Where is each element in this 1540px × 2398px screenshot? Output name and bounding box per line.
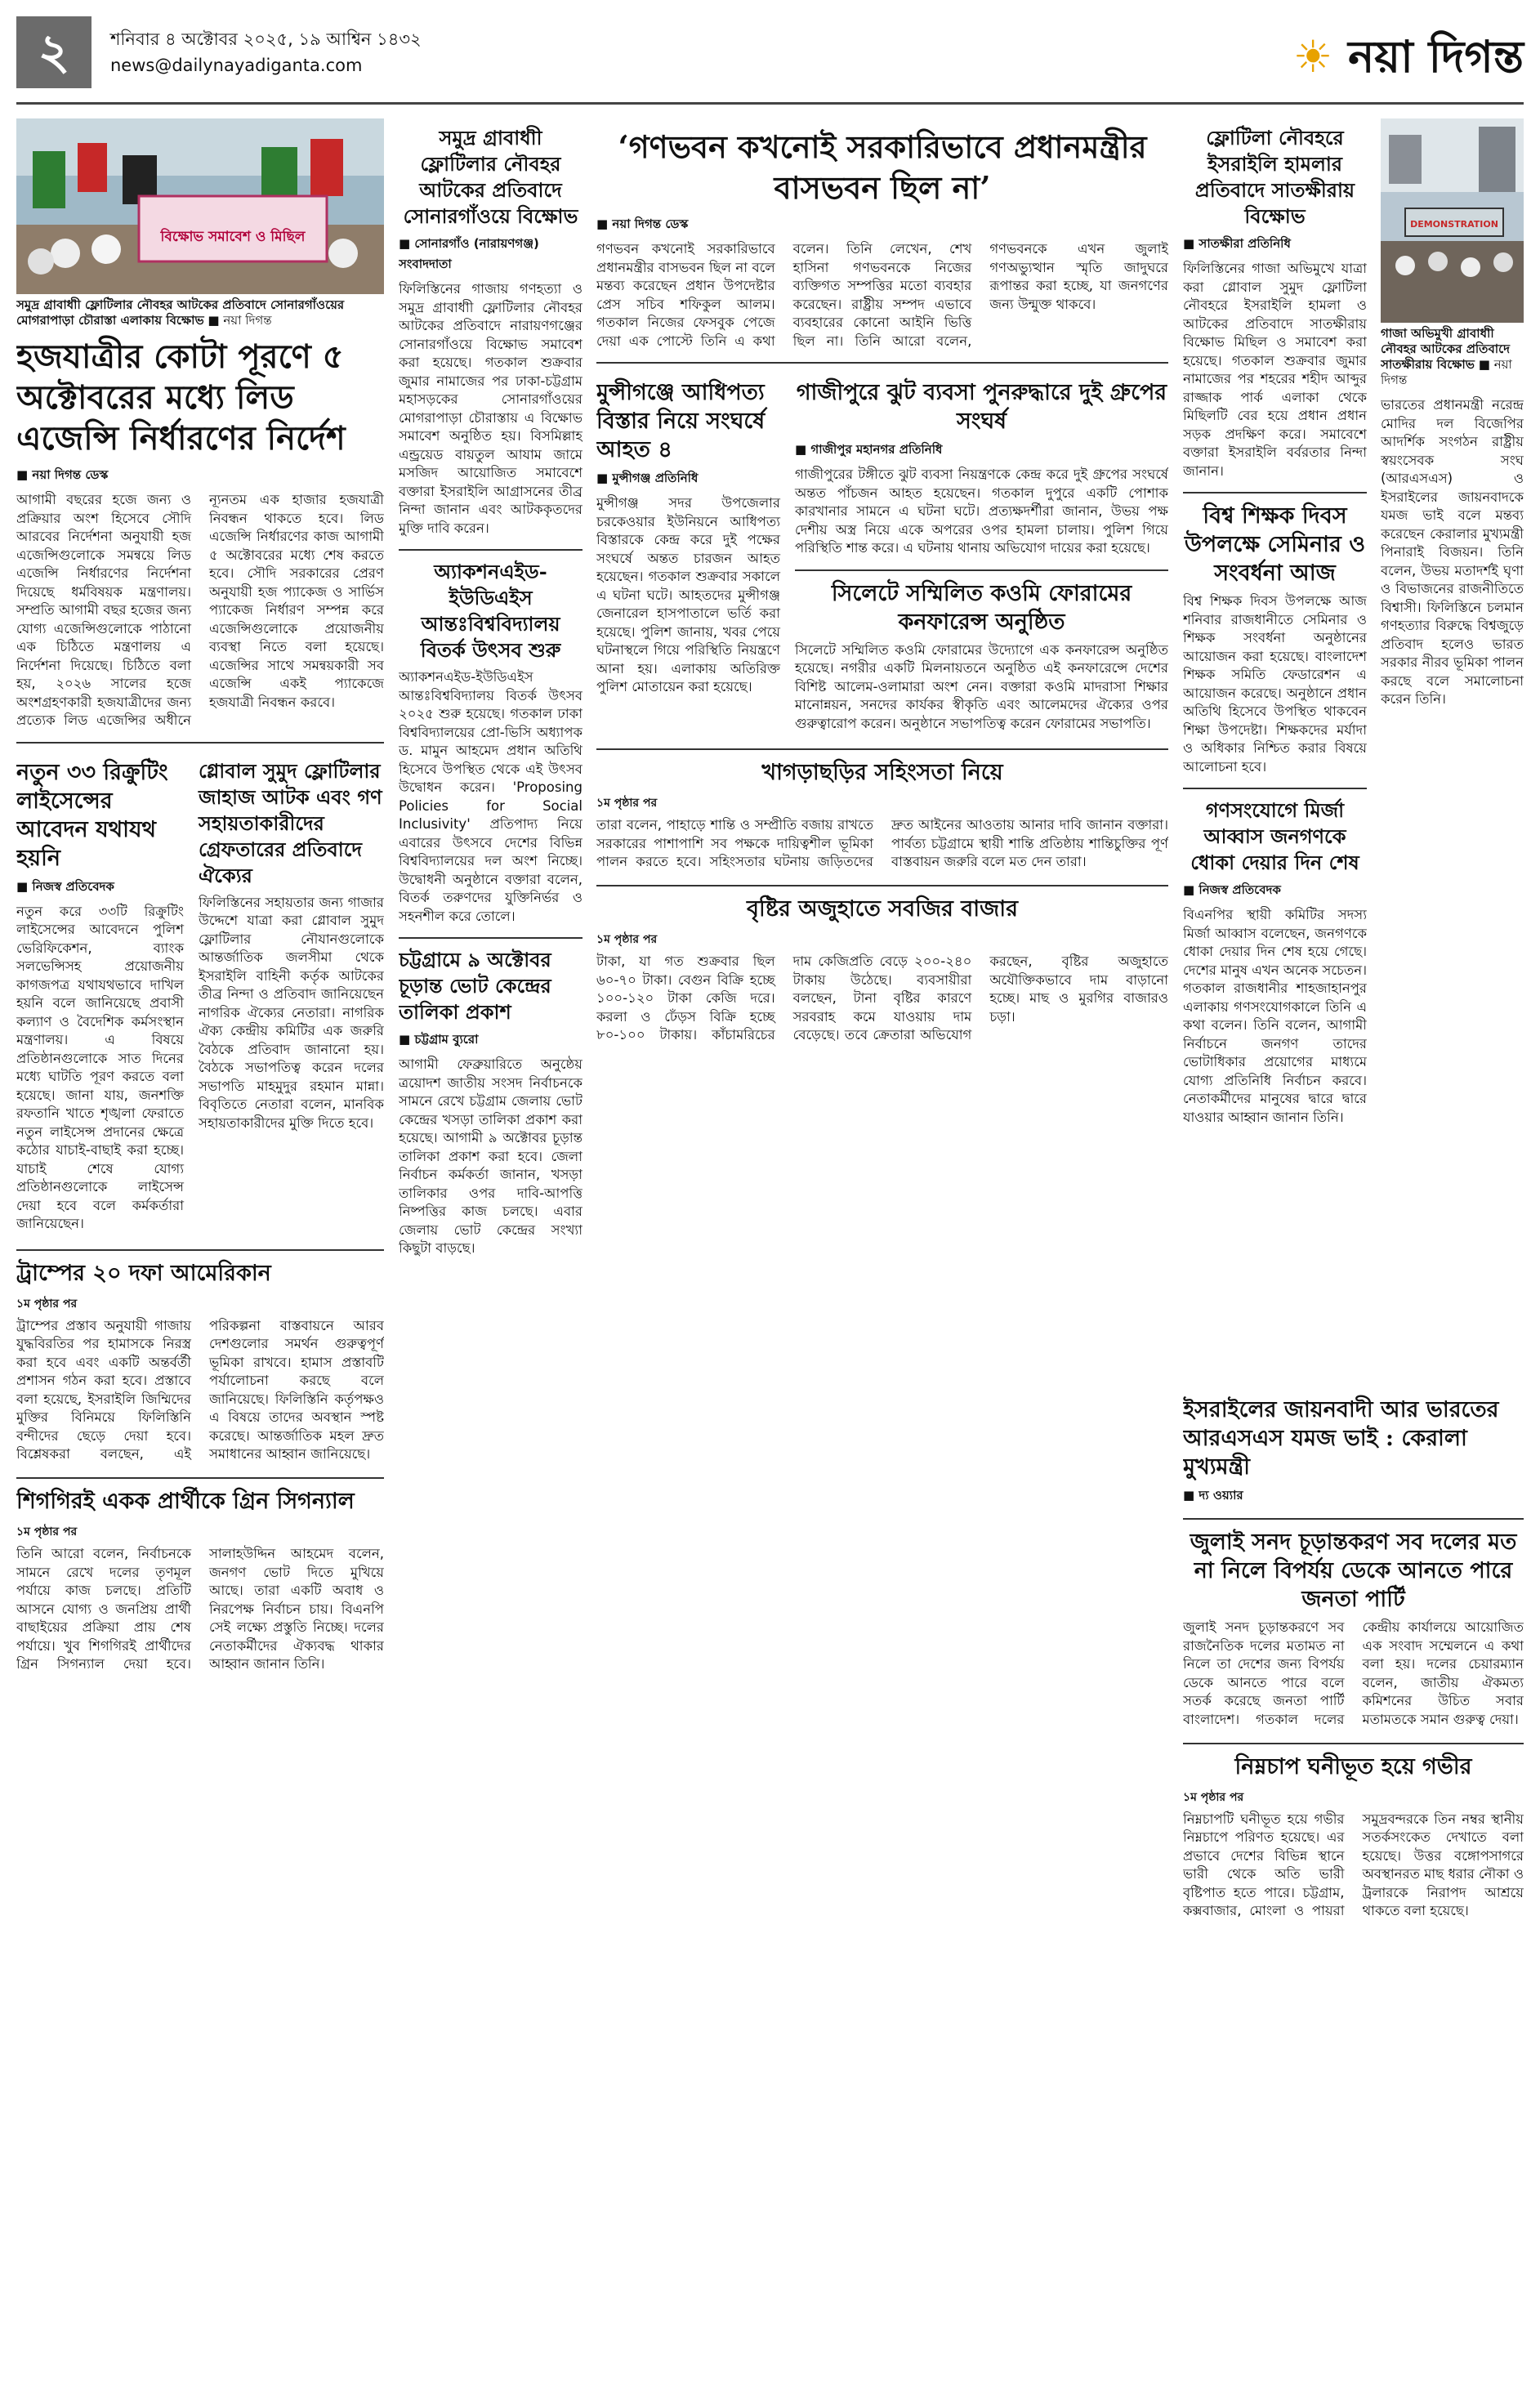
column-6 (1381, 118, 1524, 1377)
headline-gazipur: গাজীপুরে ঝুট ব্যবসা পুনরুদ্ধারে দুই গ্রুপের সংঘর্ষ (796, 380, 1167, 434)
photo-sonargaon (16, 118, 384, 294)
divider (1183, 1518, 1524, 1520)
article-gazipur (795, 372, 1168, 737)
page-header (16, 16, 1524, 105)
headline-sonargaon: সমুদ্র গ্রাবাধাী ফ্লোটিলার নৌবহর আটকের প্রতিবাদে সোনারগাঁওয়ে বিক্ষোভ (403, 126, 578, 228)
center-block (596, 118, 1168, 2386)
caption-credit: নয়া দিগন্ত (1381, 357, 1512, 387)
byline-chittagong: ■ চট্টগ্রাম ব্যুরো (399, 1030, 583, 1051)
row-munshiganj-gazipur (596, 372, 1168, 737)
article-july (1183, 1619, 1524, 1731)
headline-khagrachari: খাগড়াছড়ির সহিংসতা নিয়ে (761, 760, 1003, 785)
byline-munshiganj: ■ মুন্সীগঞ্জ প্রতিনিধি (596, 469, 780, 489)
photo-protest-satkhira (1381, 118, 1524, 323)
page-number: ২ (16, 16, 92, 88)
body-action-aid: অ্যাকশনএইড-ইউডিএইস আন্তঃবিশ্ববিদ্যালয় বিতর্ক উৎসব ২০২৫ শুরু হয়েছে। গতকাল ঢাকা বিশ্ববিদ্যালয়ের প্রো-ভিসি অধ্যাপক ড. মামুন আহমেদ প্রধান অতিথি হিসেবে উপস্থিত থেকে এই উৎসব উদ্বোধন করেন। 'Proposing Policies for Social Inclusivity' প্রতিপাদ্য নিয়ে এবারের উৎসবে দেশের বিভিন্ন বিশ্ববিদ্যালয়ের দল অংশ নিচ্ছে। উদ্বোধনী অনুষ্ঠানে বক্তারা বলেন, বিতর্ক তরুণদের যুক্তিনির্ভর ও সহনশীল করে তোলে। (399, 669, 583, 924)
photo-protest-sonargaon (16, 118, 384, 294)
headline-shibganj: শিগগিরই একক প্রার্থীকে গ্রিন সিগন্যাল (16, 1489, 355, 1514)
divider (16, 1477, 384, 1479)
continued-label: ১ম পৃষ্ঠার পর (596, 797, 658, 810)
banner-text: বিক্ষোভ সমাবেশ ও মিছিল (160, 229, 306, 245)
headline-teacher-day: বিশ্ব শিক্ষক দিবস উপলক্ষে সেমিনার ও সংবর্ধনা আজ (1184, 503, 1366, 586)
photo-caption: সমুদ্র গ্রাবাধাী ফ্লোটিলার নৌবহর আটকের প্রতিবাদে সোনারগাঁওয়ের মোগরাপাড়া চৌরাস্তা এলাকায় বিক্ষোভ ■ নয়া দিগন্ত (16, 297, 345, 328)
article-munshiganj (596, 372, 780, 737)
body-flotilla-oikya: ফিলিস্তিনের সহায়তার জন্য গাজার উদ্দেশে যাত্রা করা গ্লোবাল সুমুদ ফ্লোটিলার নৌযানগুলোকে আন্তর্জাতিক জলসীমা থেকে ইসরাইলি বাহিনী কর্তৃক আটকের তীব্র নিন্দা ও প্রতিবাদ জানিয়েছেন নাগরিক ঐক্যের নেতারা। নাগরিক ঐক্য কেন্দ্রীয় কমিটির এক জরুরি বৈঠকে প্রতিবাদ জানানো হয়। বৈঠকে সভাপতিত্ব করেন দলের সভাপতি মাহমুদুর রহমান মান্না। বিবৃতিতে নেতারা বলেন, মানবিক সহায়তাকারীদের মুক্তি দিতে হবে। (199, 894, 384, 1131)
headline-july: জুলাই সনদ চূড়ান্তকরণ সব দলের মত না নিলে বিপর্যয় ডেকে আনতে পারে জনতা পার্টি (1190, 1529, 1517, 1612)
headline-trump: ট্রাম্পের ২০ দফা আমেরিকান (16, 1260, 271, 1286)
headline-hajj: হজযাত্রীর কোটা পূরণে ৫ অক্টোবরের মধ্যে লিড এজেন্সি নির্ধারণের নির্দেশ (16, 337, 346, 458)
continued-label: ১ম পৃষ্ঠার পর (1183, 1790, 1244, 1804)
body-gazipur: গাজীপুরের টঙ্গীতে ঝুট ব্যবসা নিয়ন্ত্রণকে কেন্দ্র করে দুই গ্রুপের সংঘর্ষে অন্তত পাঁচজন আহত হয়েছেন। গতকাল দুপুরে একটি পোশাক কারখানার সামনে এ ঘটনা ঘটে। প্রত্যক্ষদর্শীরা জানান, উভয় পক্ষ দেশীয় অস্ত্র নিয়ে একে অপরের ওপর হামলা চালায়। পুলিশ গিয়ে পরিস্থিতি শান্ত করে। এ ঘটনায় থানায় অভিযোগ দায়ের করা হয়েছে। (795, 467, 1168, 556)
body-vegetable: টাকা, যা গত শুক্রবার ছিল ৬০-৭০ টাকা। বেগুন বিক্রি হচ্ছে ১০০-১২০ টাকা কেজি দরে। করলা ও ঢেঁড়স বিক্রি হচ্ছে ৮০-১০০ টাকায়। কাঁচামরিচের দাম কেজিপ্রতি বেড়ে ২০০-২৪০ টাকায় উঠেছে। ব্যবসায়ীরা বলছেন, টানা বৃষ্টির কারণে সরবরাহ কমে যাওয়ায় দাম বেড়েছে। তবে ক্রেতারা অভিযোগ করছেন, বৃষ্টির অজুহাতে অযৌক্তিকভাবে দাম বাড়ানো হচ্ছে। মাছ ও মুরগির বাজারও চড়া। (596, 953, 1168, 1043)
divider (795, 569, 1168, 571)
body-trump: ট্রাম্পের প্রস্তাব অনুযায়ী গাজায় যুদ্ধবিরতির পর হামাসকে নিরস্ত্র করা হবে এবং একটি অন্তর্বর্তী প্রশাসন গঠন করা হবে। প্রস্তাবে বলা হয়েছে, ইসরাইলি জিম্মিদের মুক্তির বিনিময়ে ফিলিস্তিনি বন্দীদের ছেড়ে দেয়া হবে। বিশ্লেষকরা বলছেন, এই পরিকল্পনা বাস্তবায়নে আরব দেশগুলোর সমর্থন গুরুত্বপূর্ণ ভূমিকা রাখবে। হামাস প্রস্তাবটি পর্যালোচনা করছে বলে জানিয়েছে। ফিলিস্তিনি কর্তৃপক্ষও এ বিষয়ে তাদের অবস্থান স্পষ্ট করেছে। আন্তর্জাতিক মহল দ্রুত সমাধানের আহ্বান জানিয়েছে। (16, 1317, 384, 1462)
caption-text: গাজা অভিমুখী গ্রাবাধাী নৌবহর আটকের প্রতিবাদে সাতক্ষীরায় বিক্ষোভ (1381, 326, 1511, 372)
email-link[interactable]: news@dailynayadiganta.com (110, 56, 363, 75)
divider (1183, 492, 1367, 493)
article-ganabhaban (596, 240, 1168, 351)
headline-chittagong: চট্টগ্রামে ৯ অক্টোবর চূড়ান্ত ভোট কেন্দ্রের তালিকা প্রকাশ (399, 948, 551, 1024)
body-teacher-day: বিশ্ব শিক্ষক দিবস উপলক্ষে আজ শনিবার রাজধানীতে সেমিনার ও শিক্ষক সংবর্ধনা অনুষ্ঠানের আয়োজন করা হয়েছে। বাংলাদেশ শিক্ষক সমিতি ফেডারেশন এ আয়োজন করেছে। অনুষ্ঠানে প্রধান অতিথি হিসেবে উপস্থিত থাকবেন শিক্ষা উপদেষ্টা। শিক্ষকদের মর্যাদা ও অধিকার নিশ্চিত করার বিষয়ে আলোচনা হবে। (1183, 593, 1367, 775)
headline-munshiganj: মুন্সীগঞ্জে আধিপত্য বিস্তার নিয়ে সংঘর্ষে আহত ৪ (596, 380, 766, 462)
byline-satkhira: ■ সাতক্ষীরা প্রতিনিধি (1183, 234, 1367, 255)
body-ganabhaban: গণভবন কখনোই সরকারিভাবে প্রধানমন্ত্রীর বাসভবন ছিল না বলে মন্তব্য করেছেন প্রধান উপদেষ্টার প্রেস সচিব শফিকুল আলম। গতকাল নিজের ফেসবুক পেজে দেয়া এক পোস্টে তিনি এ কথা বলেন। তিনি লেখেন, শেখ হাসিনা গণভবনকে নিজের ব্যক্তিগত সম্পত্তির মতো ব্যবহার করেছেন। রাষ্ট্রীয় সম্পদ এভাবে ব্যবহারের কোনো আইনি ভিত্তি ছিল না। তিনি আরো বলেন, গণভবনকে এখন জুলাই গণঅভ্যুত্থান স্মৃতি জাদুঘরে রূপান্তর করা হচ্ছে, যা জনগণের জন্য উন্মুক্ত থাকবে। (596, 241, 1168, 349)
byline-recruit: ■ নিজস্ব প্রতিবেদক (16, 877, 184, 898)
article-shibganj (16, 1545, 384, 1676)
headline-vegetable: বৃষ্টির অজুহাতে সবজির বাজার (747, 896, 1018, 922)
row-recruit-ship (16, 752, 384, 1238)
body-munshiganj: মুন্সীগঞ্জ সদর উপজেলার চরকেওয়ার ইউনিয়নে আধিপত্য বিস্তারকে কেন্দ্র করে দুই পক্ষের সংঘর্ষে অন্তত চারজন আহত হয়েছেন। গতকাল শুক্রবার সকালে এ ঘটনা ঘটে। আহতদের মুন্সীগঞ্জ জেনারেল হাসপাতালে ভর্তি করা হয়েছে। পুলিশ জানায়, খবর পেয়ে ঘটনাস্থলে গিয়ে পরিস্থিতি নিয়ন্ত্রণে আনা হয়। এলাকায় অতিরিক্ত পুলিশ মোতায়েন করা হয়েছে। (596, 495, 780, 694)
column-2 (399, 118, 583, 2386)
caption-credit: নয়া দিগন্ত (223, 313, 272, 328)
photo-satkhira (1381, 118, 1524, 323)
body-mirza: বিএনপির স্থায়ী কমিটির সদস্য মির্জা আব্বাস বলেছেন, জনগণকে ধোকা দেয়ার দিন শেষ হয়ে গেছে। দেশের মানুষ এখন অনেক সচেতন। গতকাল রাজধানীর শাহজাহানপুর এলাকায় গণসংযোগকালে তিনি এ কথা বলেন। তিনি বলেন, আগামী নির্বাচনে জনগণ তাদের ভোটাধিকার প্রয়োগের মাধ্যমে যোগ্য প্রতিনিধি নির্বাচন করবে। নেতাকর্মীদের মানুষের দ্বারে দ্বারে যাওয়ার আহ্বান জানান তিনি। (1183, 907, 1367, 1125)
continued-label: ১ম পৃষ্ঠার পর (16, 1297, 78, 1311)
headline-kerala: ইসরাইলের জায়নবাদী আর ভারতের আরএসএস যমজ ভাই : কেরালা মুখ্যমন্ত্রী (1183, 1397, 1499, 1480)
divider (596, 362, 1168, 364)
issue-date: শনিবার ৪ অক্টোবর ২০২৫, ১৯ আশ্বিন ১৪৩২ (110, 29, 422, 49)
byline-hajj: ■ নয়া দিগন্ত ডেস্ক (16, 466, 384, 486)
headline-mirza: গণসংযোগে মির্জা আব্বাস জনগণকে ধোকা দেয়ার দিন শেষ (1190, 798, 1359, 874)
body-khagrachari: তারা বলেন, পাহাড়ে শান্তি ও সম্প্রীতি বজায় রাখতে সরকারের পাশাপাশি সব পক্ষকে দায়িত্বশীল ভূমিকা পালন করতে হবে। সহিংসতার ঘটনায় জড়িতদের দ্রুত আইনের আওতায় আনার দাবি জানান বক্তারা। পার্বত্য চট্টগ্রামে স্থায়ী শান্তি প্রতিষ্ঠায় শান্তিচুক্তির পূর্ণ বাস্তবায়ন জরুরি বলে মত দেন তারা। (596, 817, 1168, 869)
article-hajj (16, 491, 384, 730)
headline-satkhira: ফ্লোটিলা নৌবহরে ইসরাইলি হামলার প্রতিবাদে সাতক্ষীরায় বিক্ষোভ (1194, 126, 1355, 228)
headline-sylhet: সিলেটে সম্মিলিত কওমি ফোরামের কনফারেন্স অনুষ্ঠিত (831, 580, 1132, 635)
byline-kerala: ■ দ্য ওয়্যার (1183, 1486, 1524, 1507)
column-1 (16, 118, 384, 2386)
byline-mirza: ■ নিজস্ব প্রতিবেদক (1183, 881, 1367, 901)
divider (596, 748, 1168, 750)
article-vegetable (596, 953, 1168, 1045)
banner-text: DEMONSTRATION (1410, 219, 1498, 230)
body-chittagong: আগামী ফেব্রুয়ারিতে অনুষ্ঠেয় ত্রয়োদশ জাতীয় সংসদ নির্বাচনকে সামনে রেখে চট্টগ্রাম জেলায় ভোট কেন্দ্রের খসড়া তালিকা প্রকাশ করা হয়েছে। আগামী ৯ অক্টোবর চূড়ান্ত তালিকা প্রকাশ করা হবে। জেলা নির্বাচন কর্মকর্তা জানান, খসড়া তালিকার ওপর দাবি-আপত্তি নিষ্পত্তির কাজ চলছে। এবার জেলায় ভোট কেন্দ্রের সংখ্যা কিছুটা বাড়ছে। (399, 1056, 583, 1256)
masthead-text: নয়া দিগন্ত (1348, 30, 1524, 83)
continued-label: ১ম পৃষ্ঠার পর (16, 1525, 78, 1538)
body-sonargaon: ফিলিস্তিনের গাজায় গণহত্যা ও সমুদ্র গ্রাবাধাী ফ্লোটিলার নৌবহর আটকের প্রতিবাদে নারায়ণগঞ্জের সোনারগাঁওয়ে বিক্ষোভ সমাবেশ করা হয়েছে। গতকাল শুক্রবার জুমার নামাজের পর ঢাকা-চট্টগ্রাম মহাসড়কের সোনারগাঁওয়ের মোগরাপাড়া চৌরাস্তায় এ বিক্ষোভ সমাবেশ অনুষ্ঠিত হয়। বিসমিল্লাহ এন্ড্রয়েড বায়তুল আযাম জামে মসজিদ আয়োজিত সমাবেশে বক্তারা ইসরাইলি আগ্রাসনের তীব্র নিন্দা জানান এবং আটককৃতদের মুক্তি দাবি করেন। (399, 281, 583, 536)
headline-action-aid: অ্যাকশনএইড-ইউডিএইস আন্তঃবিশ্ববিদ্যালয় বিতর্ক উৎসব শুরু (420, 560, 561, 662)
divider (1183, 788, 1367, 789)
article-khagrachari (596, 816, 1168, 873)
body-shibganj: তিনি আরো বলেন, নির্বাচনকে সামনে রেখে দলের তৃণমূল পর্যায়ে কাজ চলছে। প্রতিটি আসনে যোগ্য ও জনপ্রিয় প্রার্থী বাছাইয়ের প্রক্রিয়া প্রায় শেষ পর্যায়ে। খুব শিগগিরই প্রার্থীদের গ্রিন সিগন্যাল দেয়া হবে। সালাহউদ্দিন আহমেদ বলেন, জনগণ ভোট দিতে মুখিয়ে আছে। তারা একটি অবাধ ও নিরপেক্ষ নির্বাচন চায়। বিএনপি সেই লক্ষ্যে প্রস্তুতি নিচ্ছে। দলের নেতাকর্মীদের ঐক্যবদ্ধ থাকার আহ্বান জানান তিনি। (16, 1546, 384, 1672)
divider (1183, 1743, 1524, 1744)
column-5 (1183, 118, 1367, 1377)
byline-gazipur: ■ গাজীপুর মহানগর প্রতিনিধি (795, 440, 1168, 461)
caption-text: সমুদ্র গ্রাবাধাী ফ্লোটিলার নৌবহর আটকের প্রতিবাদে সোনারগাঁওয়ের মোগরাপাড়া চৌরাস্তা এলাকায় বিক্ষোভ (16, 297, 345, 328)
body-hajj: আগামী বছরের হজে জন্য ও প্রক্রিয়ার অংশ হিসেবে সৌদি আরবের নির্দেশনা অনুযায়ী হজ এজেন্সিগুলোকে সমন্বয়ে লিড এজেন্সি নির্ধারণের নির্দেশনা দিয়েছে ধর্মবিষয়ক মন্ত্রণালয়। সম্প্রতি আগামী বছর হজের জন্য যোগ্য এজেন্সিগুলোকে পাঠানো এক চিঠিতে মন্ত্রণালয় এ নির্দেশনা দিয়েছে। চিঠিতে বলা হয়, ২০২৬ সালের হজে অংশগ্রহণকারী হজযাত্রীদের জন্য প্রত্যেক লিড এজেন্সির অধীনে ন্যূনতম এক হাজার হজযাত্রী নিবন্ধন থাকতে হবে। লিড এজেন্সি নির্ধারণের কাজ আগামী ৫ অক্টোবরের মধ্যে শেষ করতে হবে। সৌদি সরকারের প্রেরণ অনুযায়ী হজ প্যাকেজ ও সার্ভিস প্যাকেজ নির্ধারণ সম্পন্ন করে এজেন্সিগুলোকে প্রয়োজনীয় ব্যবস্থা নিতে বলা হয়েছে। এজেন্সির সাথে সমন্বয়কারী সব এজেন্সি একই প্যাকেজে হজযাত্রী নিবন্ধন করবে। (16, 492, 384, 728)
body-recruit: নতুন করে ৩৩টি রিক্রুটিং লাইসেন্সের আবেদনে পুলিশ ভেরিফিকেশন, ব্যাংক সলভেন্সিসহ প্রয়োজনীয় কাগজপত্র যথাযথভাবে দাখিল হয়নি বলে জানিয়েছে প্রবাসী কল্যাণ ও বৈদেশিক কর্মসংস্থান মন্ত্রণালয়। এ বিষয়ে প্রতিষ্ঠানগুলোকে সাত দিনের মধ্যে ঘাটতি পূরণ করতে বলা হয়েছে। জানা যায়, জনশক্তি রফতানি খাতে শৃঙ্খলা ফেরাতে নতুন লাইসেন্স প্রদানের ক্ষেত্রে কঠোর যাচাই-বাছাই করা হচ্ছে। যাচাই শেষে যোগ্য প্রতিষ্ঠানগুলোকে লাইসেন্স দেয়া হবে বলে কর্মকর্তারা জানিয়েছেন। (16, 903, 184, 1231)
continued-label: ১ম পৃষ্ঠার পর (596, 933, 658, 946)
body-satkhira: ফিলিস্তিনের গাজা অভিমুখে যাত্রা করা গ্লোবাল সুমুদ ফ্লোটিলা নৌবহরে ইসরাইলি হামলা ও আটকের প্রতিবাদে সাতক্ষীরায় বিক্ষোভ মিছিল ও সমাবেশ করা হয়েছে। গতকাল শুক্রবার জুমার নামাজের পর শহরের শহীদ আব্দুর রাজ্জাক পার্ক এলাকা থেকে মিছিলটি বের হয়ে প্রধান প্রধান সড়ক প্রদক্ষিণ করে। সমাবেশে বক্তারা ইসরাইলি বর্বরতার নিন্দা জানান। (1183, 261, 1367, 479)
divider (399, 549, 583, 551)
headline-ganabhaban: ‘গণভবন কখনোই সরকারিভাবে প্রধানমন্ত্রীর বাসভবন ছিল না’ (618, 128, 1147, 206)
body-sylhet: সিলেটে সম্মিলিত কওমি ফোরামের উদ্যোগে এক কনফারেন্স অনুষ্ঠিত হয়েছে। নগরীর একটি মিলনায়তনে অনুষ্ঠিত এই কনফারেন্সে দেশের বিশিষ্ট আলেম-ওলামারা অংশ নেন। বক্তারা কওমি মাদরাসা শিক্ষার মানোন্নয়ন, সনদের কার্যকর স্বীকৃতি এবং আলেমদের ঐক্যের ওপর গুরুত্বারোপ করেন। অনুষ্ঠানে সভাপতিত্ব করেন ফোরামের সভাপতি। (795, 641, 1168, 731)
article-lowpressure (1183, 1811, 1524, 1923)
divider (16, 742, 384, 744)
masthead-logo (1293, 23, 1524, 96)
photo-caption: গাজা অভিমুখী গ্রাবাধাী নৌবহর আটকের প্রতিবাদে সাতক্ষীরায় বিক্ষোভ ■ নয়া দিগন্ত (1381, 326, 1512, 387)
article-flotilla-oikya (199, 752, 384, 1238)
article-trump (16, 1317, 384, 1467)
headline-recruit: নতুন ৩৩ রিক্রুটিং লাইসেন্সের আবেদন যথাযথ হয়নি (16, 759, 168, 871)
headline-lowpressure: নিম্নচাপ ঘনীভূত হয়ে গভীর (1234, 1753, 1472, 1780)
logo-sun-icon: ☀ (1292, 30, 1349, 83)
divider (399, 937, 583, 939)
article-recruit (16, 752, 184, 1238)
body-lowpressure: নিম্নচাপটি ঘনীভূত হয়ে গভীর নিম্নচাপে পরিণত হয়েছে। এর প্রভাবে দেশের বিভিন্ন স্থানে ভারী থেকে অতি ভারী বৃষ্টিপাত হতে পারে। চট্টগ্রাম, কক্সবাজার, মোংলা ও পায়রা সমুদ্রবন্দরকে তিন নম্বর স্থানীয় সতর্কসংকেত দেখাতে বলা হয়েছে। উত্তর বঙ্গোপসাগরে অবস্থানরত মাছ ধরার নৌকা ও ট্রলারকে নিরাপদ আশ্রয়ে থাকতে বলা হয়েছে। (1183, 1811, 1524, 1918)
headline-flotilla-oikya: গ্লোবাল সুমুদ ফ্লোটিলার জাহাজ আটক এবং গণ সহায়তাকারীদের গ্রেফতারের প্রতিবাদে ঐক্যের (199, 758, 382, 887)
divider (596, 885, 1168, 886)
body-kerala-extra: ভারতের প্রধানমন্ত্রী নরেন্দ্র মোদির দল বিজেপির আদর্শিক সংগঠন রাষ্ট্রীয় স্বয়ংসেবক সংঘ (আরএসএস) ও ইসরাইলের জায়নবাদকে যমজ ভাই বলে মন্তব্য করেছেন কেরালার মুখ্যমন্ত্রী পিনারাই বিজয়ন। তিনি বলেন, উভয় মতাদর্শই ঘৃণা ও বিভাজনের রাজনীতিতে বিশ্বাসী। ফিলিস্তিনে চলমান গণহত্যার বিরুদ্ধে বিশ্বজুড়ে প্রতিবাদ হলেও ভারত সরকার নীরব ভূমিকা পালন করছে বলে সমালোচনা করেন তিনি। (1381, 397, 1524, 707)
body-july: জুলাই সনদ চূড়ান্তকরণে সব রাজনৈতিক দলের মতামত না নিলে তা দেশের জন্য বিপর্যয় ডেকে আনতে পারে বলে সতর্ক করেছে জনতা পার্টি বাংলাদেশ। গতকাল দলের কেন্দ্রীয় কার্যালয়ে আয়োজিত এক সংবাদ সম্মেলনে এ কথা বলা হয়। দলের চেয়ারম্যান বলেন, জাতীয় ঐকমত্য কমিশনের উচিত সবার মতামতকে সমান গুরুত্ব দেয়া। (1183, 1619, 1524, 1727)
right-lower-block (1183, 1389, 1524, 2386)
divider (16, 1249, 384, 1251)
byline-sonargaon: ■ সোনারগাঁও (নারায়ণগঞ্জ) সংবাদদাতা (399, 234, 583, 275)
byline-ganabhaban: ■ নয়া দিগন্ত ডেস্ক (596, 215, 1168, 235)
